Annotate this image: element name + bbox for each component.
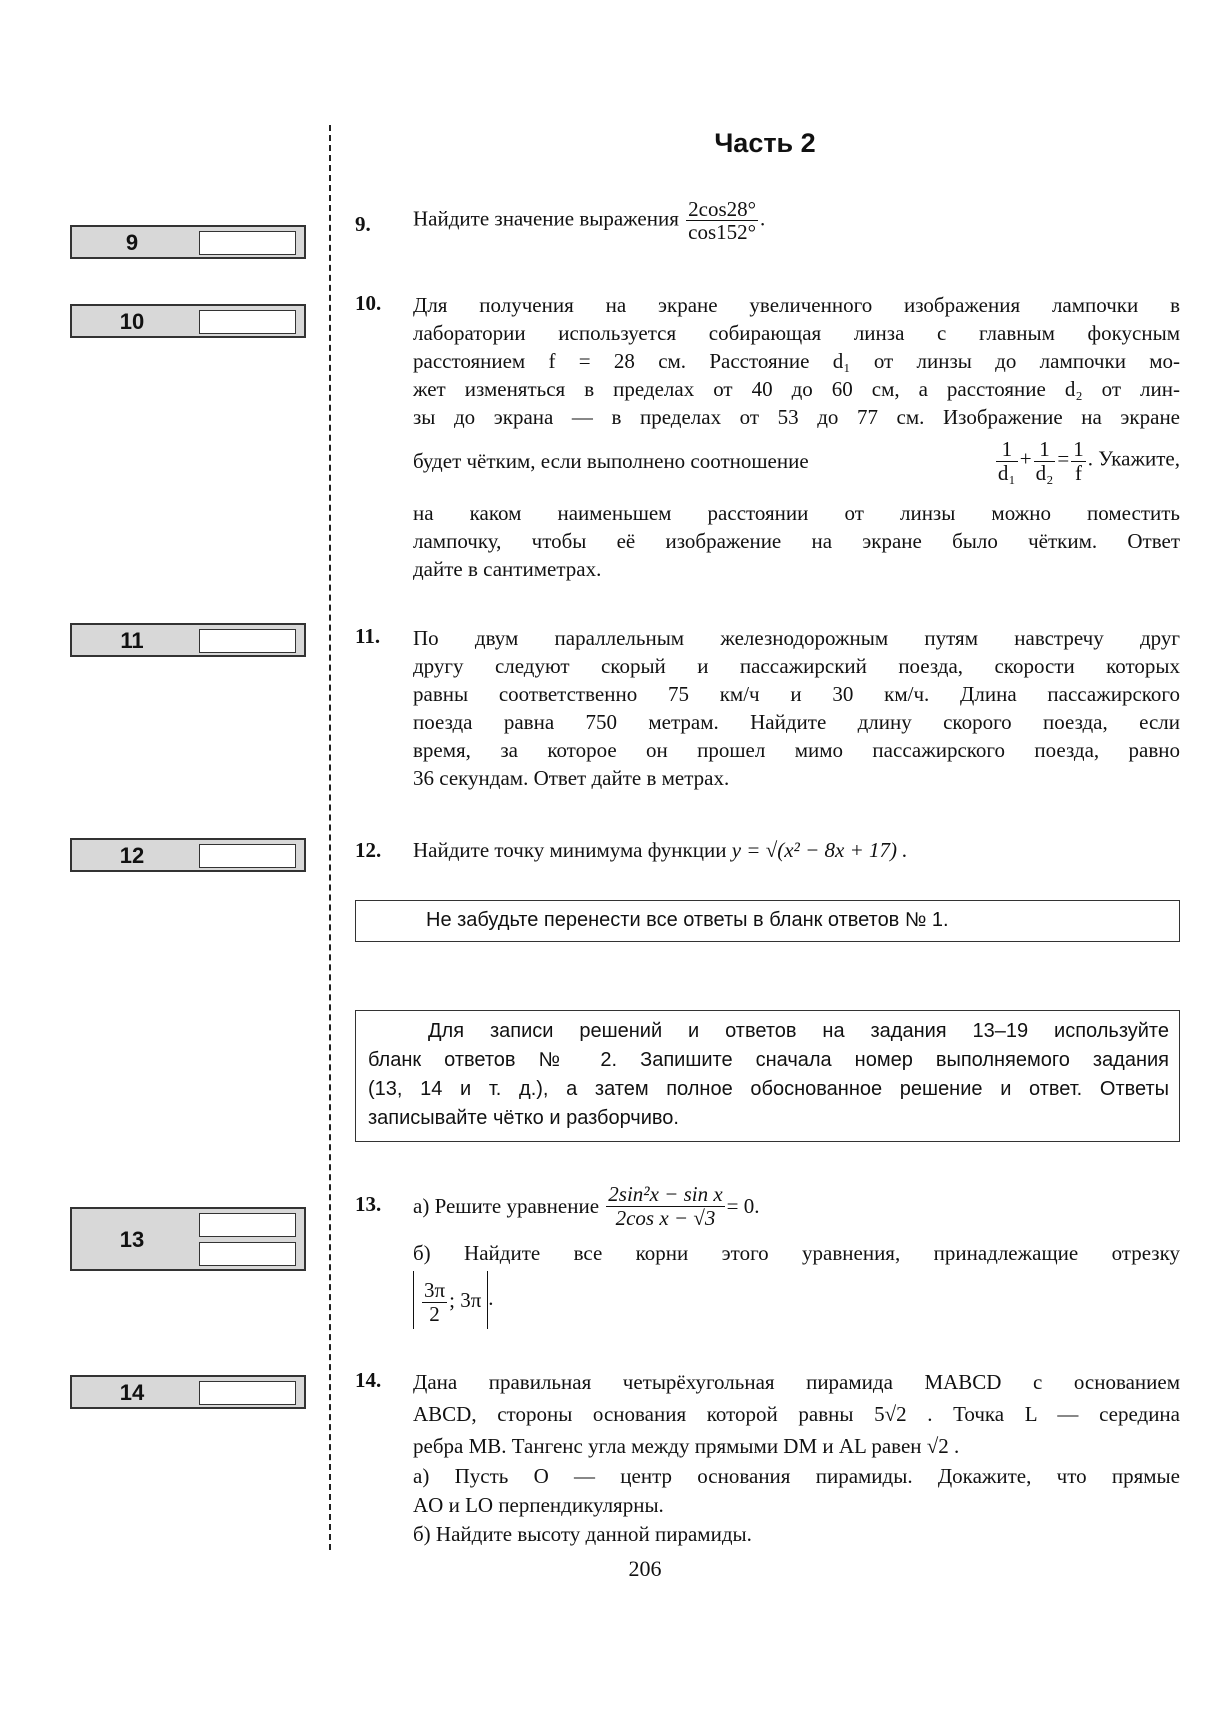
text-line: лаборатории используется собирающая линза с главным фокусным <box>413 321 1180 345</box>
part-a-text: а) Решите уравнение <box>413 1193 600 1218</box>
text-line: AO и LO перпендикулярны. <box>413 1493 664 1517</box>
text-line: Дана правильная четырёхугольная пирамида MABCD с основанием <box>413 1370 1180 1394</box>
punct: . <box>488 1285 494 1310</box>
answer-box-label: 9 <box>125 230 139 255</box>
text-line: а) Пусть O — центр основания пирамиды. Докажите, что прямые <box>413 1464 1180 1488</box>
text-line: бланк ответов № 2. Запишите сначала номер выполняемого задания <box>368 1049 1169 1071</box>
answer-box-label: 10 <box>119 309 145 334</box>
text-line: жет изменяться в пределах от 40 до 60 см, а расстояние d₂ от лин- <box>413 377 1180 401</box>
problem-12 <box>413 838 1180 863</box>
answer-box-label: 11 <box>120 628 144 653</box>
problem-14 <box>413 1366 1180 1549</box>
denominator: 2cos x − √3 <box>615 1205 716 1230</box>
text-line: Для получения на экране увеличенного изображения лампочки в <box>413 293 1180 317</box>
answer-field[interactable] <box>199 629 296 653</box>
denominator: cos152° <box>688 220 757 245</box>
fraction <box>686 198 758 243</box>
problem-11 <box>413 624 1180 792</box>
text-line: 36 секундам. Ответ дайте в метрах. <box>413 766 730 790</box>
text-line: ребра MB. Тангенс угла между прямыми DM и AL равен √2 . <box>413 1434 960 1458</box>
text: будет чётким, если выполнено соотношение <box>413 448 809 473</box>
instructions-notice <box>355 1010 1180 1142</box>
answer-field-a[interactable] <box>199 1213 296 1237</box>
numerator: 2sin²x − sin x <box>608 1182 723 1207</box>
answer-box-10 <box>70 304 306 338</box>
text-line: другу следуют скорый и пассажирский поезда, скорости которых <box>413 654 1180 678</box>
denominator: d₂ <box>1035 460 1054 485</box>
answer-box-14 <box>70 1375 306 1409</box>
text: . Укажите, <box>1087 446 1180 471</box>
problem-number: 11. <box>355 624 381 648</box>
function-formula: y = √(x² − 8x + 17) . <box>731 838 908 862</box>
problem-number: 12. <box>355 838 382 862</box>
denominator: d₁ <box>997 460 1016 485</box>
numerator: 3π <box>424 1277 446 1302</box>
punct: . <box>760 206 766 231</box>
problem-number: 9. <box>355 212 371 236</box>
page-number: 206 <box>628 1556 662 1581</box>
operator: + <box>1019 446 1032 471</box>
answer-box-label: 12 <box>119 843 145 868</box>
denominator: f <box>1075 460 1083 485</box>
text-line: дайте в сантиметрах. <box>413 557 602 581</box>
text-line: б) Найдите высоту данной пирамиды. <box>413 1522 752 1546</box>
lens-formula <box>994 438 1180 483</box>
problem-13 <box>413 1177 1180 1329</box>
answer-field[interactable] <box>199 844 296 868</box>
interval-end: ; 3π <box>449 1288 482 1312</box>
numerator: 2cos28° <box>688 197 757 221</box>
problem-9 <box>413 198 1180 243</box>
answer-field[interactable] <box>199 1381 296 1405</box>
problem-text: Найдите значение выражения <box>413 206 679 231</box>
problem-number: 14. <box>355 1368 382 1392</box>
text-line: зы до экрана — в пределах от 53 до 77 см. Изображение на экране <box>413 405 1180 429</box>
transfer-answers-notice: Не забудьте перенести все ответы в бланк ответов № 1. <box>355 900 1180 942</box>
text-line: расстоянием f = 28 см. Расстояние d₁ от линзы до лампочки мо- <box>413 349 1180 373</box>
numerator: 1 <box>1073 437 1084 462</box>
text-line: на каком наименьшем расстоянии от линзы можно поместить <box>413 501 1180 525</box>
interval <box>413 1271 1180 1329</box>
text-line: (13, 14 и т. д.), а затем полное обоснованное решение и ответ. Ответы <box>368 1078 1169 1100</box>
cut-line-divider <box>329 125 331 1550</box>
part-b-text: б) Найдите все корни этого уравнения, принадлежащие отрезку <box>413 1241 1180 1265</box>
text-line: Для записи решений и ответов на задания 13–19 используйте <box>428 1020 1169 1042</box>
answer-field-b[interactable] <box>199 1242 296 1266</box>
section-title: Часть 2 <box>714 128 816 158</box>
answer-field[interactable] <box>199 231 296 255</box>
text-line: записывайте чётко и разборчиво. <box>368 1107 679 1129</box>
text-line: лампочку, чтобы её изображение на экране было чётким. Ответ <box>413 529 1180 553</box>
text-line: ABCD, стороны основания которой равны 5√2 . Точка L — середина <box>413 1402 1180 1426</box>
problem-10 <box>413 291 1180 583</box>
answer-box-label: 14 <box>119 1380 145 1405</box>
text-line: равны соответственно 75 км/ч и 30 км/ч. Длина пассажирского <box>413 682 1180 706</box>
answer-box-label: 13 <box>119 1227 145 1252</box>
answer-box-11 <box>70 623 306 657</box>
numerator: 1 <box>1034 438 1056 461</box>
answer-box-12 <box>70 838 306 872</box>
problem-number: 13. <box>355 1192 382 1216</box>
operator: = <box>1057 446 1070 471</box>
formula-line <box>413 431 1180 491</box>
answer-box-9 <box>70 225 306 259</box>
answer-box-13 <box>70 1207 306 1271</box>
text-line: По двум параллельным железнодорожным путям навстречу друг <box>413 626 1180 650</box>
denominator: 2 <box>429 1301 440 1326</box>
text-line: поезда равна 750 метрам. Найдите длину скорого поезда, если <box>413 710 1180 734</box>
problem-text: Найдите точку минимума функции <box>413 838 727 862</box>
problem-number: 10. <box>355 291 382 315</box>
answer-field[interactable] <box>199 310 296 334</box>
numerator: 1 <box>996 438 1018 461</box>
text-line: время, за которое он прошел мимо пассажирского поезда, равно <box>413 738 1180 762</box>
equals: = 0. <box>726 1193 760 1218</box>
